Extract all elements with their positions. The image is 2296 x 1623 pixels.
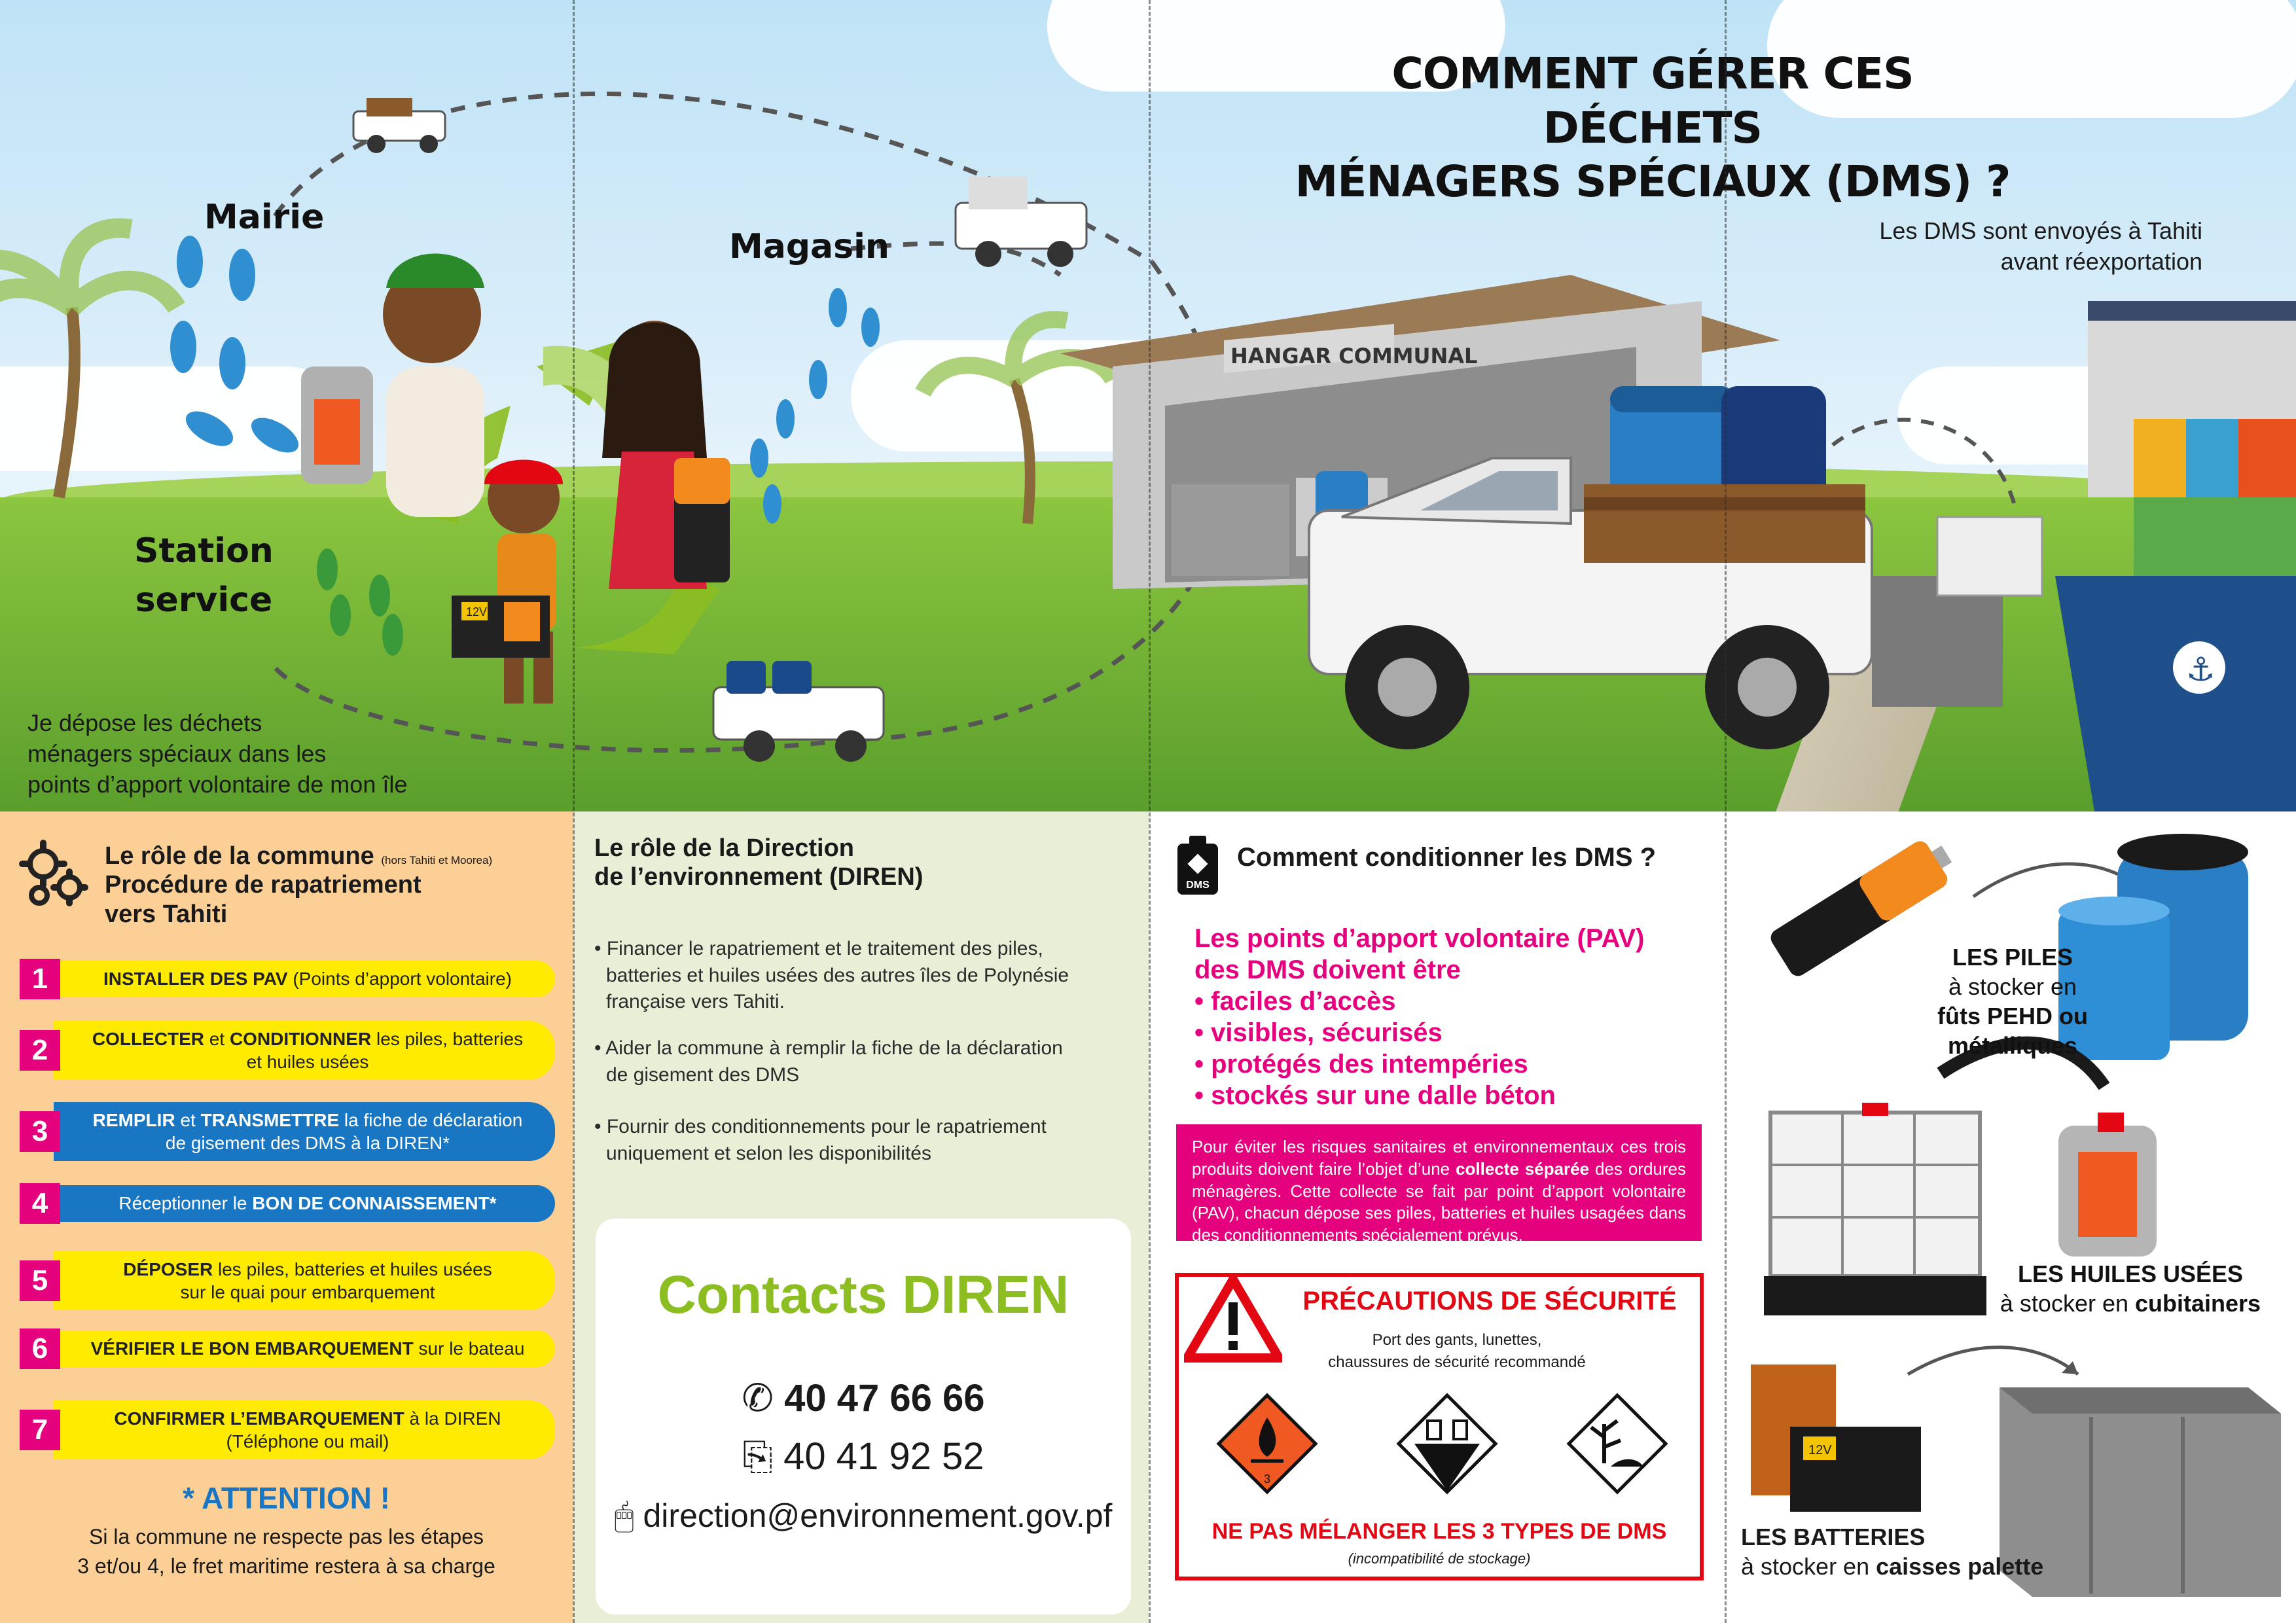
step-2 xyxy=(20,1021,555,1080)
precautions-box xyxy=(1175,1273,1704,1580)
boy-figure xyxy=(484,460,563,704)
attention-block xyxy=(0,1480,573,1581)
step-text: REMPLIR et TRANSMETTRE la fiche de déclaration de gisement des DMS à la DIREN* xyxy=(54,1102,555,1161)
huiles-label xyxy=(1967,1259,2294,1318)
diren-title-line2: de l’environnement (DIREN) xyxy=(594,863,924,891)
attention-line1: Si la commune ne respecte pas les étapes xyxy=(89,1525,484,1548)
piles-line2: à stocker en xyxy=(1948,973,2077,1000)
no-mix-note: (incompatibilité de stockage) xyxy=(1348,1550,1531,1567)
main-title-line2: MÉNAGERS SPÉCIAUX (DMS) ? xyxy=(1295,156,2011,207)
svg-text:⚓: ⚓ xyxy=(2186,651,2215,688)
step-4 xyxy=(20,1183,555,1224)
step-text: CONFIRMER L’EMBARQUEMENT à la DIREN (Téléphone ou mail) xyxy=(54,1400,555,1459)
pickup-top xyxy=(353,98,445,153)
conditionner-title: Comment conditionner les DMS ? xyxy=(1237,843,1657,872)
gears-icon xyxy=(18,839,90,911)
attention-line2: 3 et/ou 4, le fret maritime restera à sa charge xyxy=(77,1554,495,1578)
attention-title: * ATTENTION ! xyxy=(183,1481,390,1515)
step-number: 4 xyxy=(20,1183,60,1224)
diren-bullet-2: • Aider la commune à remplir la fiche de la déclaration de gisement des DMS xyxy=(594,1037,1063,1086)
step-6 xyxy=(20,1329,555,1369)
depose-line1: Je dépose les déchets xyxy=(27,709,262,736)
main-title xyxy=(1276,47,2029,209)
hangar-sign: HANGAR COMMUNAL xyxy=(1230,344,1478,368)
diren-title-line1: Le rôle de la Direction xyxy=(594,834,854,862)
footprints-station xyxy=(317,548,403,656)
pav-line1: Les points d’apport volontaire (PAV) xyxy=(1194,924,1645,953)
depose-line2: ménagers spéciaux dans les xyxy=(27,740,327,767)
car-batteries xyxy=(1751,1364,1921,1512)
piles-title: LES PILES xyxy=(1952,944,2073,971)
step-number: 3 xyxy=(20,1111,60,1152)
step-5 xyxy=(20,1251,555,1310)
commune-title-line2: Procédure de rapatriement xyxy=(105,871,422,899)
label-magasin: Magasin xyxy=(729,227,889,266)
battery-label-scene: 12V xyxy=(466,605,488,618)
step-text: DÉPOSER les piles, batteries et huiles usées sur le quai pour embarquement xyxy=(54,1251,555,1310)
huiles-line2: à stocker en cubitainers xyxy=(2000,1290,2261,1317)
step-7 xyxy=(20,1400,555,1459)
criterion-3: • protégés des intempéries xyxy=(1194,1050,1528,1079)
oil-can xyxy=(2058,1113,2157,1257)
environment-hazard-icon xyxy=(1565,1391,1670,1496)
label-station-line2: service xyxy=(135,580,273,620)
label-mairie: Mairie xyxy=(204,198,325,237)
mouse-icon: 🖱 xyxy=(614,1497,634,1534)
depose-text xyxy=(27,708,407,800)
corrosive-hazard-icon xyxy=(1395,1391,1499,1496)
flammable-hazard-icon xyxy=(1215,1391,1319,1496)
truck xyxy=(1309,458,2003,749)
step-text: COLLECTER et CONDITIONNER les piles, batteries et huiles usées xyxy=(54,1021,555,1080)
info-box: Pour éviter les risques sanitaires et environnementaux ces trois produits doivent faire l’objet d’une collecte séparée des ordures ménagères. Cette collecte se fait par point d’apport volontaire (PAV), chacun dépose ses piles, batteries et huiles usagées dans des conditionnements spécialement prévus. xyxy=(1176,1124,1702,1241)
email-link[interactable]: direction@environnement.gov.pf xyxy=(643,1497,1113,1534)
label-station-line1: Station xyxy=(134,531,274,571)
huiles-title: LES HUILES USÉES xyxy=(2017,1260,2244,1287)
no-mix-warning: NE PAS MÉLANGER LES 3 TYPES DE DMS xyxy=(1211,1519,1667,1544)
conditionner-panel xyxy=(1149,812,1725,1623)
tahiti-line2: avant réexportation xyxy=(2000,247,2202,275)
piles-label xyxy=(1875,942,2150,1060)
step-1 xyxy=(20,959,555,999)
label-station-service xyxy=(134,527,274,626)
tahiti-line1: Les DMS sont envoyés à Tahiti xyxy=(1879,217,2202,244)
palm-tree-left xyxy=(0,228,177,498)
precautions-title: PRÉCAUTIONS DE SÉCURITÉ xyxy=(1302,1287,1677,1315)
pav-line2: des DMS doivent être xyxy=(1194,955,1461,984)
ibc-container xyxy=(1764,1103,1986,1315)
battery-label-storage: 12V xyxy=(1808,1443,1832,1457)
footprints-magasin xyxy=(750,288,880,524)
fold-line-2 xyxy=(1149,0,1151,1623)
criterion-1: • faciles d’accès xyxy=(1194,987,1396,1016)
diren-bullet-3: • Fournir des conditionnements pour le rapatriement uniquement et selon les disponibilités xyxy=(594,1116,1047,1164)
fold-line-1 xyxy=(573,0,575,1623)
step-text: VÉRIFIER LE BON EMBARQUEMENT sur le bateau xyxy=(54,1330,555,1367)
footprints-mairie xyxy=(170,236,304,459)
diren-title xyxy=(594,834,924,891)
main-title-line1: COMMENT GÉRER CES DÉCHETS xyxy=(1391,48,1914,153)
dms-canister-icon xyxy=(1175,834,1221,897)
oil-can-held xyxy=(301,366,373,484)
batteries-label xyxy=(1741,1522,2043,1581)
contacts-card xyxy=(596,1219,1131,1614)
phone-row[interactable] xyxy=(596,1376,1131,1420)
hazard-class-number: 3 xyxy=(1263,1472,1271,1486)
fax-row[interactable] xyxy=(596,1435,1131,1479)
dms-icon-label: DMS xyxy=(1186,880,1210,891)
step-number: 1 xyxy=(20,959,60,999)
commune-title-line3: vers Tahiti xyxy=(105,900,228,928)
commune-title-line1: Le rôle de la commune xyxy=(105,842,374,870)
contacts-title: Contacts DIREN xyxy=(657,1265,1069,1325)
battery-held xyxy=(674,458,730,582)
pav-requirements xyxy=(1194,923,1712,1111)
step-number: 5 xyxy=(20,1260,60,1301)
piles-line3: fûts PEHD ou métalliques xyxy=(1937,1003,2088,1059)
commune-title xyxy=(105,842,563,929)
step-text: Réceptionner le BON DE CONNAISSEMENT* xyxy=(54,1185,555,1222)
batteries-title: LES BATTERIES xyxy=(1741,1524,1926,1550)
commune-title-note: (hors Tahiti et Moorea) xyxy=(381,854,493,866)
phone-number[interactable]: 40 47 66 66 xyxy=(784,1377,985,1419)
step-number: 7 xyxy=(20,1410,60,1450)
fax-number[interactable]: 40 41 92 52 xyxy=(783,1435,984,1478)
fax-icon: ⎘ xyxy=(742,1435,773,1478)
storage-illustrations xyxy=(1725,812,2296,1623)
step-number: 6 xyxy=(20,1329,60,1369)
criterion-4: • stockés sur une dalle béton xyxy=(1194,1081,1556,1110)
step-number: 2 xyxy=(20,1030,60,1071)
step-3 xyxy=(20,1102,555,1161)
tahiti-text xyxy=(1793,216,2202,277)
batteries-line2: à stocker en caisses palette xyxy=(1741,1553,2044,1580)
man-figure xyxy=(383,254,484,518)
email-row[interactable] xyxy=(596,1497,1131,1535)
depose-line3: points d’apport volontaire de mon île xyxy=(27,770,408,798)
car-battery-held xyxy=(452,596,550,658)
diren-bullet-1: • Financer le rapatriement et le traitement des piles, batteries et huiles usées des autres îles de Polynésie française vers Tahiti. xyxy=(594,938,1069,1012)
commune-panel xyxy=(0,812,573,1623)
fold-line-3 xyxy=(1725,0,1727,1623)
step-text: INSTALLER DES PAV (Points d’apport volontaire) xyxy=(54,961,555,997)
phone-icon: ✆ xyxy=(742,1377,774,1419)
criterion-2: • visibles, sécurisés xyxy=(1194,1018,1443,1047)
stockage-panel xyxy=(1725,812,2296,1623)
precautions-text: Port des gants, lunettes, chaussures de sécurité recommandé xyxy=(1328,1331,1586,1371)
cargo-ship xyxy=(1937,301,2296,812)
